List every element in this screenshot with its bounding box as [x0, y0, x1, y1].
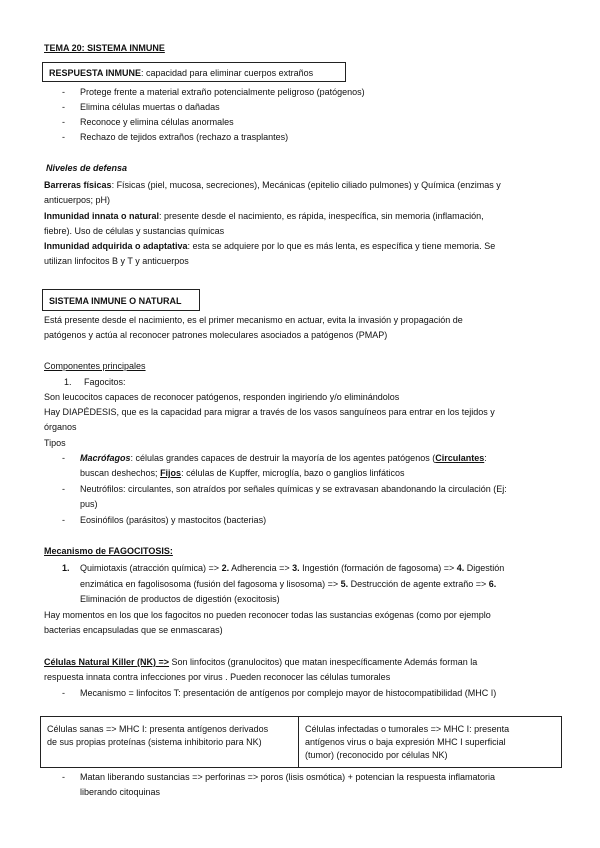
nk-line2: respuesta innata contra infecciones por virus . Pueden reconocer las células tumorales: [44, 672, 391, 682]
nk-bullet2-line1: Matan liberando sustancias => perforinas => poros (lisis osmótica) + potencian la respuesta inflamatoria: [80, 772, 495, 782]
bullet-dash: -: [62, 453, 65, 463]
adquirida-line2: utilizan linfocitos B y T y anticuerpos: [44, 256, 189, 266]
eosinofilos-line: Eosinófilos (parásitos) y mastocitos (bacterias): [80, 515, 267, 525]
table-cell-infectadas: Células infectadas o tumorales => MHC I: presenta antígenos virus o baja expresión MHC I superficial (tumor) (reconocido por células NK): [305, 724, 510, 760]
fagocitosis-line2: enzimática en fagolisosoma (fusión del fagosoma y lisosoma) => 5. Destrucción de agente extraño => 6.: [80, 579, 497, 589]
adquirida-line1: Inmunidad adquirida o adaptativa: esta se adquiere por lo que es más lenta, es específica y tiene memoria. Se: [44, 241, 496, 251]
bullet-dash: -: [62, 132, 65, 142]
table-cell-sanas: Células sanas => MHC I: presenta antígenos derivados de sus propias proteínas (sistema inhibitorio para NK): [41, 717, 299, 767]
fagocitosis-heading: Mecanismo de FAGOCITOSIS:: [44, 546, 173, 556]
page-title: TEMA 20: SISTEMA INMUNE: [44, 43, 165, 53]
respuesta-inmune-def: : capacidad para eliminar cuerpos extraños: [141, 68, 314, 78]
innata-line1: Inmunidad innata o natural: presente desde el nacimiento, es rápida, inespecífica, sin memoria (inflamación,: [44, 211, 484, 221]
macrofagos-line1: Macrófagos: células grandes capaces de destruir la mayoría de los agentes patógenos (Circulantes:: [80, 453, 487, 463]
list-item: Protege frente a material extraño potencialmente peligroso (patógenos): [80, 87, 365, 97]
componentes-heading: Componentes principales: [44, 361, 146, 371]
respuesta-inmune-box: [42, 62, 346, 82]
fagocitosis-line1: Quimiotaxis (atracción química) => 2. Adherencia => 3. Ingestión (formación de fagosoma) => 4. Digestión: [80, 563, 505, 573]
bullet-dash: -: [62, 772, 65, 782]
respuesta-inmune-label: RESPUESTA INMUNE: [49, 68, 142, 78]
nk-bullet2-line2: liberando citoquinas: [80, 787, 161, 797]
niveles-heading: Niveles de defensa: [46, 163, 128, 173]
sistema-natural-box: SISTEMA INMUNE O NATURAL: [42, 289, 200, 311]
bullet-dash: -: [62, 515, 65, 525]
bullet-dash: -: [62, 87, 65, 97]
bullet-dash: -: [62, 484, 65, 494]
natural-line2: patógenos y actúa al reconocer patrones moleculares asociados a patógenos (PMAP): [44, 330, 388, 340]
bullet-dash: -: [62, 117, 65, 127]
fagocitos-line3: órganos: [44, 422, 77, 432]
barreras-line2: anticuerpos; pH): [44, 195, 111, 205]
tipos-label: Tipos: [44, 438, 66, 448]
fagocitos-line2: Hay DIAPÉDESIS, que es la capacidad para migrar a través de los vasos sanguíneos para entrar en los tejidos y: [44, 407, 495, 417]
mhc-table: [40, 716, 562, 768]
list-item: Reconoce y elimina células anormales: [80, 117, 234, 127]
natural-line1: Está presente desde el nacimiento, es el primer mecanismo en actuar, evita la invasión y propagación de: [44, 315, 463, 325]
bullet-dash: -: [62, 688, 65, 698]
nk-bullet1: Mecanismo = linfocitos T: presentación de antígenos por complejo mayor de histocompatibilidad (MHC I): [80, 688, 497, 698]
fagocitosis-p2: bacterias encapsuladas que se enmascaras): [44, 625, 223, 635]
list-item: Rechazo de tejidos extraños (rechazo a trasplantes): [80, 132, 289, 142]
numbered-item: 1. Fagocitos:: [64, 377, 126, 387]
list-item: Elimina células muertas o dañadas: [80, 102, 220, 112]
fagocitosis-p1: Hay momentos en los que los fagocitos no pueden reconocer todas las sustancias exógenas (como por ejemplo: [44, 610, 491, 620]
neutrofilos-line1: Neutrófilos: circulantes, son atraídos por señales químicas y se extravasan abandonando la circulación (Ej:: [80, 484, 507, 494]
fagocitos-line1: Son leucocitos capaces de reconocer patógenos, responden ingiriendo y/o eliminándolos: [44, 392, 400, 402]
nk-line1: Células Natural Killer (NK) => Son linfocitos (granulocitos) que matan inespecíficamente Además forman la: [44, 657, 478, 667]
barreras-line1: Barreras físicas: Físicas (piel, mucosa, secreciones), Mecánicas (epitelio ciliado pulmones) y Química (enzimas y: [44, 180, 501, 190]
fagocitosis-line3: Eliminación de productos de digestión (exocitosis): [80, 594, 280, 604]
neutrofilos-line2: pus): [80, 499, 98, 509]
fagocitosis-num: 1.: [62, 563, 70, 573]
macrofagos-line2: buscan deshechos; Fijos: células de Kupffer, microglía, bazo o ganglios linfáticos: [80, 468, 405, 478]
bullet-dash: -: [62, 102, 65, 112]
innata-line2: fiebre). Uso de células y sustancias químicas: [44, 226, 225, 236]
